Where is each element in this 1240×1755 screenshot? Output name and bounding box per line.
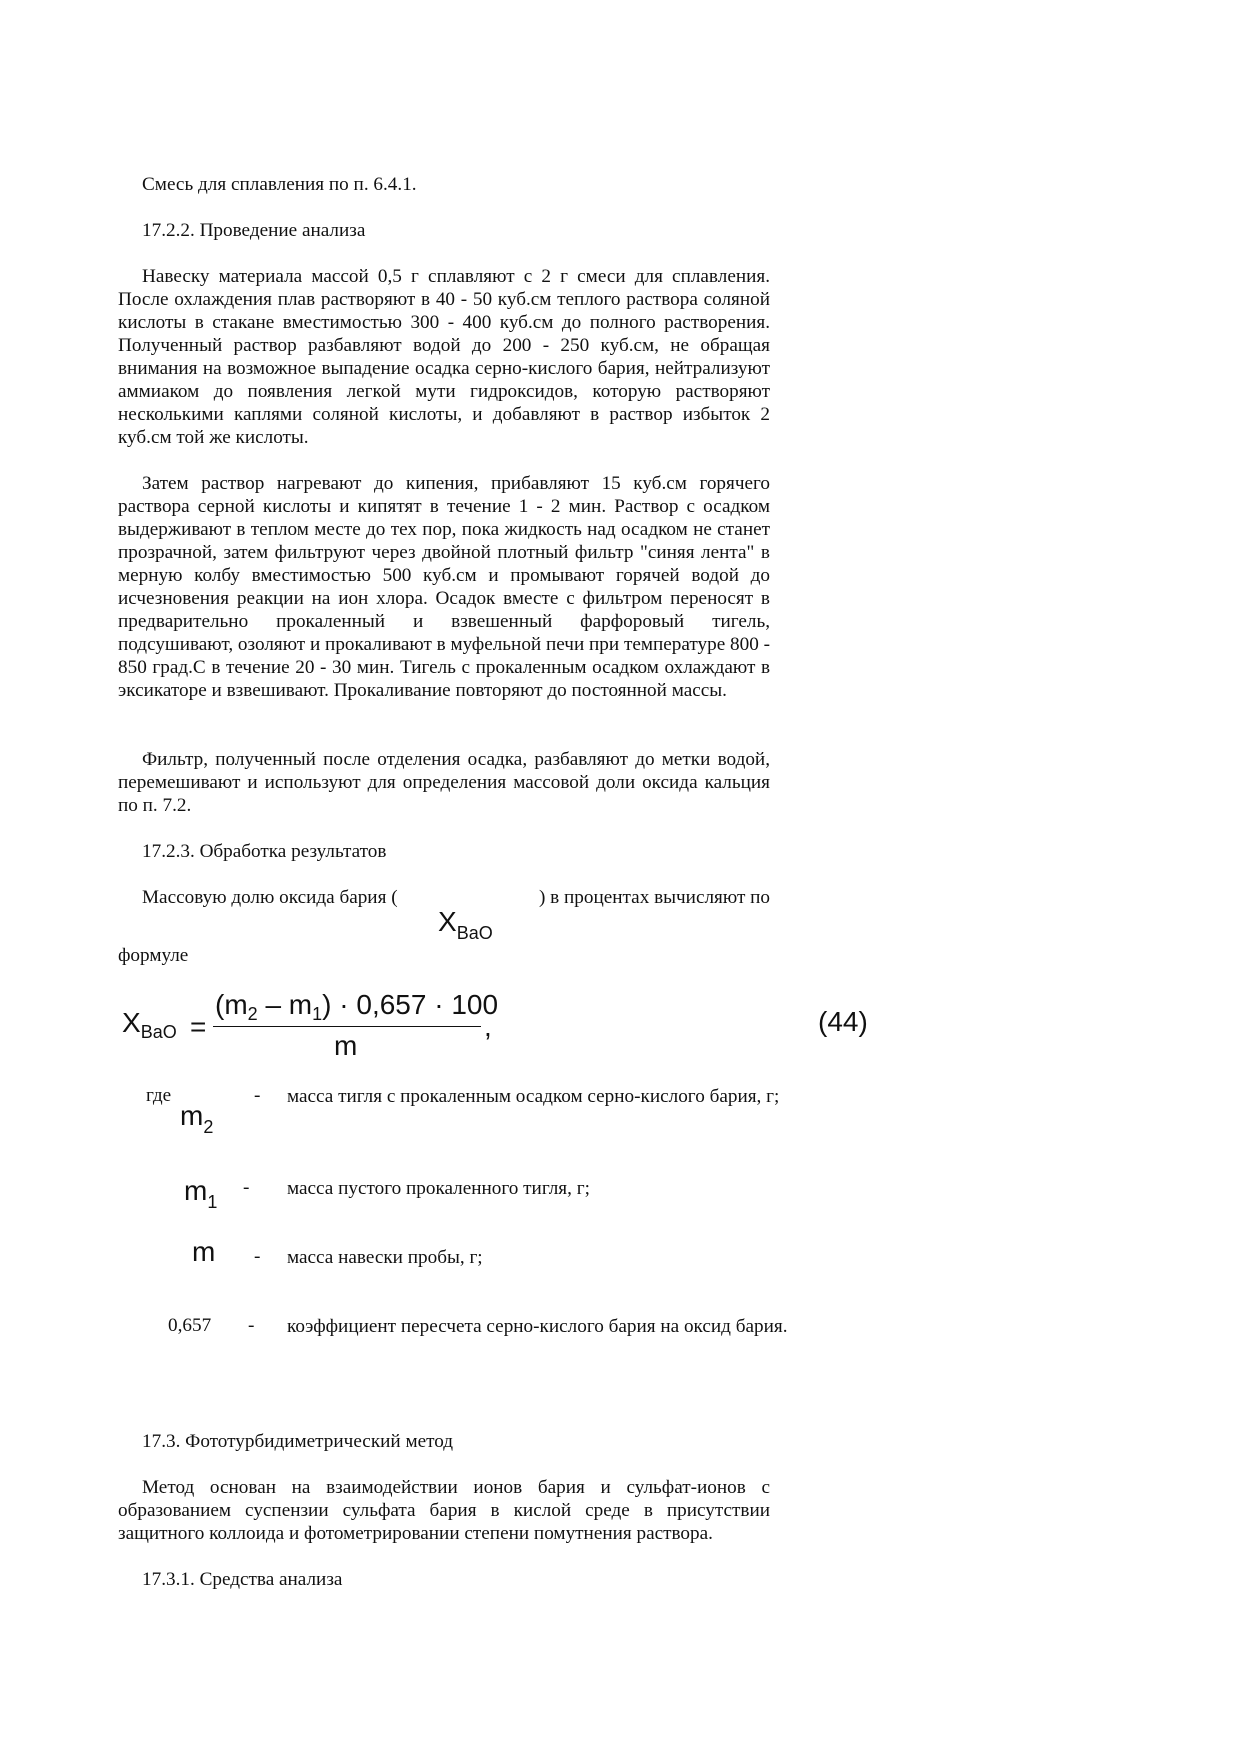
def-text-m2: масса тигля с прокаленным осадком серно-кислого бария, г; xyxy=(287,1086,780,1107)
def-symbol-sub: 2 xyxy=(203,1117,214,1137)
formula-num-open: (m xyxy=(215,989,248,1020)
formula-comma: , xyxy=(484,1011,492,1042)
def-symbol-sub: 1 xyxy=(207,1192,218,1212)
def-symbol-main: m xyxy=(180,1100,204,1131)
def-symbol-coefficient: 0,657 xyxy=(168,1315,212,1336)
mass-fraction-text-end: ) в процентах вычисляют по xyxy=(539,887,770,908)
formula-lhs-main: X xyxy=(122,1007,141,1038)
formula-denominator: m xyxy=(334,1030,358,1061)
heading-17-3: 17.3. Фототурбидиметрический метод xyxy=(142,1431,454,1452)
multiplication-dot-icon: · xyxy=(426,989,452,1020)
mass-fraction-text-start: Массовую долю оксида бария ( xyxy=(142,887,398,908)
def-symbol-m2 xyxy=(180,1100,213,1138)
formula-num-coef: 0,657 xyxy=(356,989,427,1020)
def-dash: - xyxy=(254,1085,261,1106)
formula-num-minus: – m xyxy=(257,989,313,1020)
heading-17-2-3: 17.2.3. Обработка результатов xyxy=(142,841,387,862)
inline-symbol-xbao xyxy=(438,906,493,944)
where-label: где xyxy=(146,1085,172,1106)
paragraph-method: Метод основан на взаимодействии ионов бария и сульфат-ионов с образованием суспензии сульфата бария в кислой среде в присутствии защитного коллоида и фотометрировании степени помутнения раствора. xyxy=(118,1477,770,1544)
def-dash: - xyxy=(243,1177,250,1198)
def-text-m1: масса пустого прокаленного тигля, г; xyxy=(287,1178,590,1199)
heading-17-2-2: 17.2.2. Проведение анализа xyxy=(142,220,366,241)
formula-num-close: ) xyxy=(322,989,332,1020)
paragraph-mixture: Смесь для сплавления по п. 6.4.1. xyxy=(142,174,417,195)
def-symbol-m1 xyxy=(184,1175,217,1213)
paragraph-formula-word: формуле xyxy=(118,945,189,966)
formula-lhs-sub: BaO xyxy=(140,1022,177,1042)
paragraph-heating: Затем раствор нагревают до кипения, прибавляют 15 куб.см горячего раствора серной кислоты и кипятят в течение 1 - 2 мин. Раствор с осадком выдерживают в теплом месте до тех пор, пока жидкость над осадком не станет прозрачной, затем фильтруют через двойной плотный фильтр "синяя лента" в мерную колбу вместимостью 500 куб.см и промывают горячей водой до исчезновения реакции на ион хлора. Осадок вместе с фильтром переносят в предварительно прокаленный и взвешенный фарфоровый тигель, подсушивают, озоляют и прокаливают в муфельной печи при температуре 800 - 850 град.С в течение 20 - 30 мин. Тигель с прокаленным осадком охлаждают в эксикаторе и взвешивают. Прокаливание повторяют до постоянной массы. xyxy=(118,473,770,701)
inline-symbol-main: X xyxy=(438,906,457,937)
def-symbol-main: m xyxy=(184,1175,208,1206)
formula-numerator xyxy=(215,989,498,1025)
formula-num-sub1: 1 xyxy=(312,1004,323,1024)
def-dash: - xyxy=(248,1315,255,1336)
fraction-bar xyxy=(213,1026,481,1027)
def-dash: - xyxy=(254,1246,261,1267)
def-text-m: масса навески пробы, г; xyxy=(287,1247,483,1268)
def-text-coefficient: коэффициент пересчета серно-кислого бария на оксид бария. xyxy=(287,1316,788,1337)
paragraph-sample-fusion: Навеску материала массой 0,5 г сплавляют с 2 г смеси для сплавления. После охлаждения плав растворяют в 40 - 50 куб.см теплого раствора соляной кислоты в стакане вместимостью 300 - 400 куб.см до полного растворения. Полученный раствор разбавляют водой до 200 - 250 куб.см, не обращая внимания на возможное выпадение осадка серно-кислого бария, нейтрализуют аммиаком до появления легкой мути гидроксидов, которую растворяют несколькими каплями соляной кислоты, и добавляют в раствор избыток 2 куб.см той же кислоты. xyxy=(118,266,770,448)
def-symbol-m xyxy=(192,1236,215,1268)
multiplication-dot-icon: · xyxy=(331,989,357,1020)
formula-num-sub2: 2 xyxy=(247,1004,258,1024)
heading-17-3-1: 17.3.1. Средства анализа xyxy=(142,1569,343,1590)
formula-number: (44) xyxy=(818,1006,868,1037)
formula-equals: = xyxy=(190,1011,207,1042)
formula-num-hundred: 100 xyxy=(451,989,499,1020)
def-symbol-main: m xyxy=(192,1236,216,1267)
inline-symbol-sub: BaO xyxy=(456,923,493,943)
paragraph-filtrate: Фильтр, полученный после отделения осадка, разбавляют до метки водой, перемешивают и используют для определения массовой доли оксида кальция по п. 7.2. xyxy=(118,749,770,816)
formula-lhs xyxy=(122,1007,177,1043)
